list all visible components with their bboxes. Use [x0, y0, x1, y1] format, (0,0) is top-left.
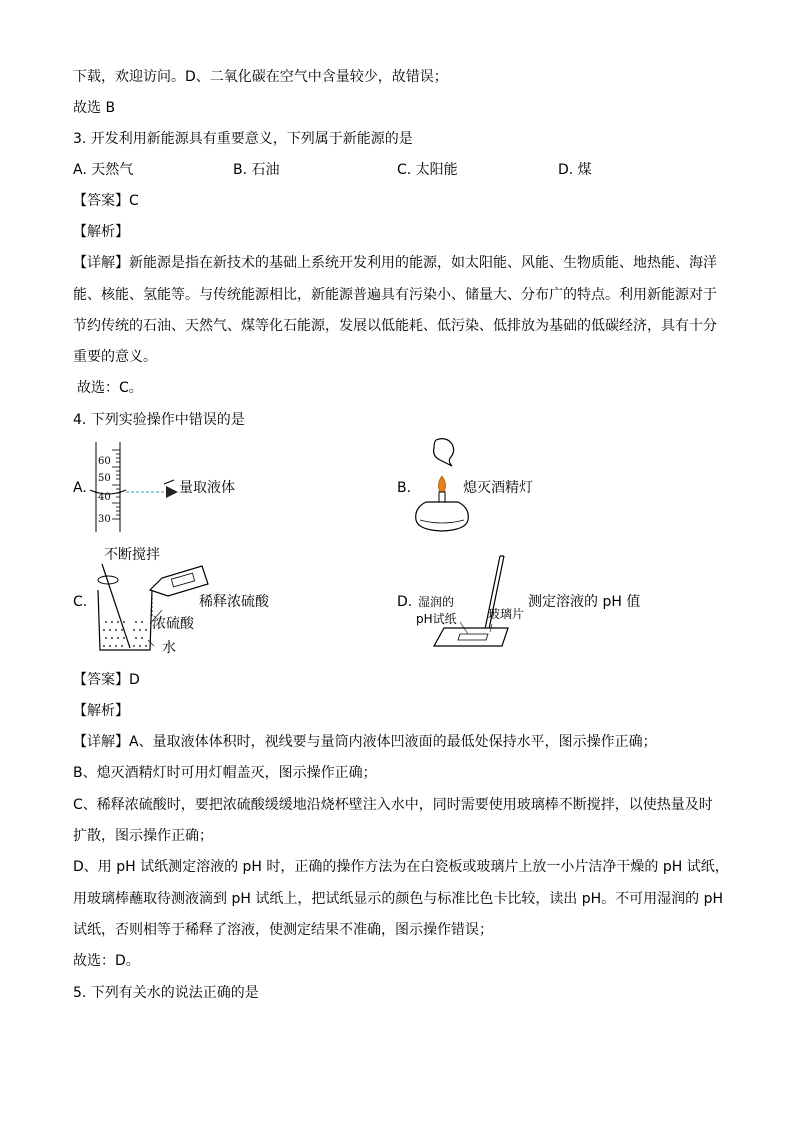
q3-answer: 【答案】C [73, 193, 139, 209]
figure-a-caption: 量取液体 [179, 480, 235, 496]
figure-a-letter: A. [73, 480, 87, 496]
figure-b-letter: B. [397, 480, 412, 496]
figure-d-label-paper: pH试纸 [416, 612, 457, 626]
q4-detail: C、稀释浓硫酸时，要把浓硫酸缓缓地沿烧杯壁注入水中，同时需要使用玻璃棒不断搅拌，以使热量及时 [73, 797, 713, 813]
tick-label-40: 40 [98, 492, 111, 503]
figure-c-label-water: 水 [162, 640, 176, 656]
tick-label-30: 30 [98, 514, 111, 525]
figure-c-letter: C. [73, 594, 88, 610]
figure-b-caption: 熄灭酒精灯 [463, 480, 533, 496]
q3-option-c: C. 太阳能 [397, 162, 458, 178]
q3-option-a: A. 天然气 [73, 162, 134, 178]
text-line: 故选 B [73, 100, 116, 116]
tick-label-60: 60 [98, 456, 111, 467]
tick-label-50: 50 [98, 473, 111, 484]
q4-answer: 【答案】D [73, 672, 140, 688]
q3-detail: 节约传统的石油、天然气、煤等化石能源，发展以低能耗、低污染、低排放为基础的低碳经济，具有十分 [73, 318, 717, 334]
q3-analysis-heading: 【解析】 [73, 224, 129, 240]
figure-c-label-stir: 不断搅拌 [104, 547, 160, 563]
q3-choice: 故选：C。 [77, 380, 143, 396]
q4-detail: 试纸，否则相等于稀释了溶液，使测定结果不准确，图示操作错误； [73, 922, 493, 938]
q3-detail: 【详解】新能源是指在新技术的基础上系统开发利用的能源，如太阳能、风能、生物质能、地热能、海洋 [73, 255, 717, 271]
question-3: 3. 开发利用新能源具有重要意义，下列属于新能源的是 [73, 131, 413, 147]
q4-detail: 【详解】A、量取液体体积时，视线要与量筒内液体凹液面的最低处保持水平，图示操作正确； [73, 734, 657, 750]
q4-analysis-heading: 【解析】 [73, 703, 129, 719]
q4-detail: 用玻璃棒蘸取待测液滴到 pH 试纸上，把试纸显示的颜色与标准比色卡比较，读出 pH。不可用湿润的 pH [73, 891, 724, 907]
q3-detail: 能、核能、氢能等。与传统能源相比，新能源普遍具有污染小、储量大、分布广的特点。利用新能源对于 [73, 287, 717, 303]
figure-d-letter: D. [397, 594, 413, 610]
ph-paper-icon [458, 634, 488, 640]
figure-c-label-dilute: 稀释浓硫酸 [199, 594, 269, 610]
lamp-cap-icon [434, 439, 454, 466]
figure-c-label-acid: 浓硫酸 [152, 616, 194, 632]
question-5: 5. 下列有关水的说法正确的是 [73, 985, 259, 1001]
question-4: 4. 下列实验操作中错误的是 [73, 412, 245, 428]
q4-choice: 故选：D。 [73, 953, 140, 969]
q4-detail: 扩散，图示操作正确； [73, 828, 213, 844]
q3-option-b: B. 石油 [233, 162, 280, 178]
graduated-cylinder-diagram [78, 440, 278, 535]
ph-test-diagram [430, 552, 520, 652]
q3-detail: 重要的意义。 [73, 349, 157, 365]
figure-d-label-glass: 玻璃片 [488, 607, 525, 621]
q4-detail: B、熄灭酒精灯时可用灯帽盖灭，图示操作正确； [73, 765, 377, 781]
flame-icon [438, 476, 445, 494]
figure-d-label-wet: 湿润的 [418, 595, 455, 609]
q3-option-d: D. 煤 [558, 162, 592, 178]
q4-detail: D、用 pH 试纸测定溶液的 pH 时，正确的操作方法为在白瓷板或玻璃片上放一小片洁净干燥的 pH 试纸， [73, 859, 729, 875]
text-line: 下载，欢迎访问。D、二氧化碳在空气中含量较少，故错误； [73, 69, 448, 85]
figure-d-caption: 测定溶液的 pH 值 [528, 594, 641, 610]
